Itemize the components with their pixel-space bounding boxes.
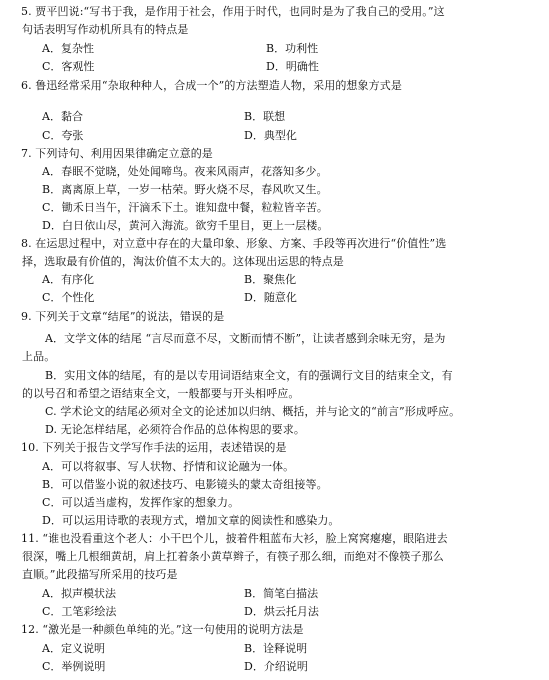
q8-option-c: C．个性化 — [42, 291, 95, 304]
q8-option-a: A．有序化 — [42, 273, 94, 286]
q10-option-b: B．可以借鉴小说的叙述技巧、电影镜头的蒙太奇组接等。 — [42, 478, 328, 491]
q9-option-a-line2: 上品。 — [22, 350, 56, 363]
q7-option-b: B．离离原上草，一岁一枯荣。野火烧不尽，春风吹又生。 — [42, 183, 328, 196]
q11-stem-line3: 直顺。”此段描写所采用的技巧是 — [22, 568, 178, 581]
q11-option-d: D．烘云托月法 — [244, 605, 319, 618]
q9-option-c: C. 学术论文的结尾必须对全文的论述加以归纳、概括，并与论文的“前言”形成呼应。 — [45, 405, 461, 418]
q7-stem: 7. 下列诗句、利用因果律确定立意的是 — [21, 147, 213, 160]
q9-option-b-line1: B．实用文体的结尾，有的是以专用词语结束全文，有的强调行文目的结束全文，有 — [45, 369, 453, 382]
q7-option-a: A．春眠不觉晓，处处闻啼鸟。夜来风雨声，花落知多少。 — [42, 165, 328, 178]
q5-option-c: C．客观性 — [42, 60, 95, 73]
q7-option-d: D．白日依山尽，黄河入海流。欲穷千里目，更上一层楼。 — [42, 219, 329, 232]
q7-option-c: C．锄禾日当午，汗滴禾下土。谁知盘中餐，粒粒皆辛苦。 — [42, 201, 329, 214]
q9-stem: 9. 下列关于文章“结尾”的说法，错误的是 — [21, 310, 225, 323]
q11-stem-line2: 很深，嘴上几根细黄胡，肩上扛着条小黄草辫子，有筷子那么细，而绝对不像筷子那么 — [22, 550, 444, 563]
q5-option-d: D．明确性 — [266, 60, 319, 73]
q9-option-b-line2: 的以号召和希望之语结束全文，一般都要与开头相呼应。 — [22, 387, 300, 400]
q12-option-d: D．介绍说明 — [244, 660, 308, 673]
q8-stem-line1: 8. 在运思过程中，对立意中存在的大量印象、形象、方案、手段等再次进行“价值性”选 — [21, 237, 447, 250]
q6-option-b: B．联想 — [244, 110, 286, 123]
q10-option-d: D．可以运用诗歌的表现方式，增加文章的阅读性和感染力。 — [42, 514, 340, 527]
q10-option-a: A．可以将叙事、写人状物、抒情和议论融为一体。 — [42, 460, 295, 473]
q8-option-b: B．聚焦化 — [244, 273, 297, 286]
q11-stem-line1: 11. “谁也没看重这个老人：小干巴个儿，披着件粗蓝布大衫，脸上窝窝瘪瘪，眼陷进去 — [21, 532, 448, 545]
q10-stem: 10. 下列关于报告文学写作手法的运用，表述错误的是 — [21, 441, 287, 454]
q5-stem-line1: 5. 贾平凹说:“写书于我，是作用于社会，作用于时代，也同时是为了我自己的受用。”这 — [21, 5, 445, 18]
q6-stem: 6. 鲁迅经常采用“杂取种种人，合成一个”的方法塑造人物，采用的想象方式是 — [21, 79, 402, 92]
q11-option-a: A．拟声模状法 — [42, 587, 116, 600]
q6-option-a: A．黏合 — [42, 110, 83, 123]
q11-option-c: C．工笔彩绘法 — [42, 605, 117, 618]
q8-option-d: D．随意化 — [244, 291, 297, 304]
q6-option-d: D．典型化 — [244, 129, 297, 142]
q12-option-c: C．举例说明 — [42, 660, 106, 673]
q5-option-b: B．功利性 — [266, 42, 319, 55]
q8-stem-line2: 择，选取最有价值的，淘汰价值不太大的。这体现出运思的特点是 — [22, 255, 344, 268]
q12-option-b: B．诠释说明 — [244, 642, 308, 655]
q11-option-b: B．简笔白描法 — [244, 587, 319, 600]
q5-option-a: A．复杂性 — [42, 42, 94, 55]
q10-option-c: C．可以适当虚构，发挥作家的想象力。 — [42, 496, 240, 509]
q5-stem-line2: 句话表明写作动机所具有的特点是 — [22, 23, 189, 36]
q9-option-d: D. 无论怎样结尾，必须符合作品的总体构思的要求。 — [45, 423, 305, 436]
q12-option-a: A．定义说明 — [42, 642, 105, 655]
q9-option-a-line1: A．文学文体的结尾 “言尽而意不尽，文断而情不断”，让读者感到余味无穷，是为 — [45, 332, 446, 345]
q6-option-c: C．夸张 — [42, 129, 84, 142]
q12-stem: 12. “激光是一种颜色单纯的光。”这一句使用的说明方法是 — [21, 623, 304, 636]
